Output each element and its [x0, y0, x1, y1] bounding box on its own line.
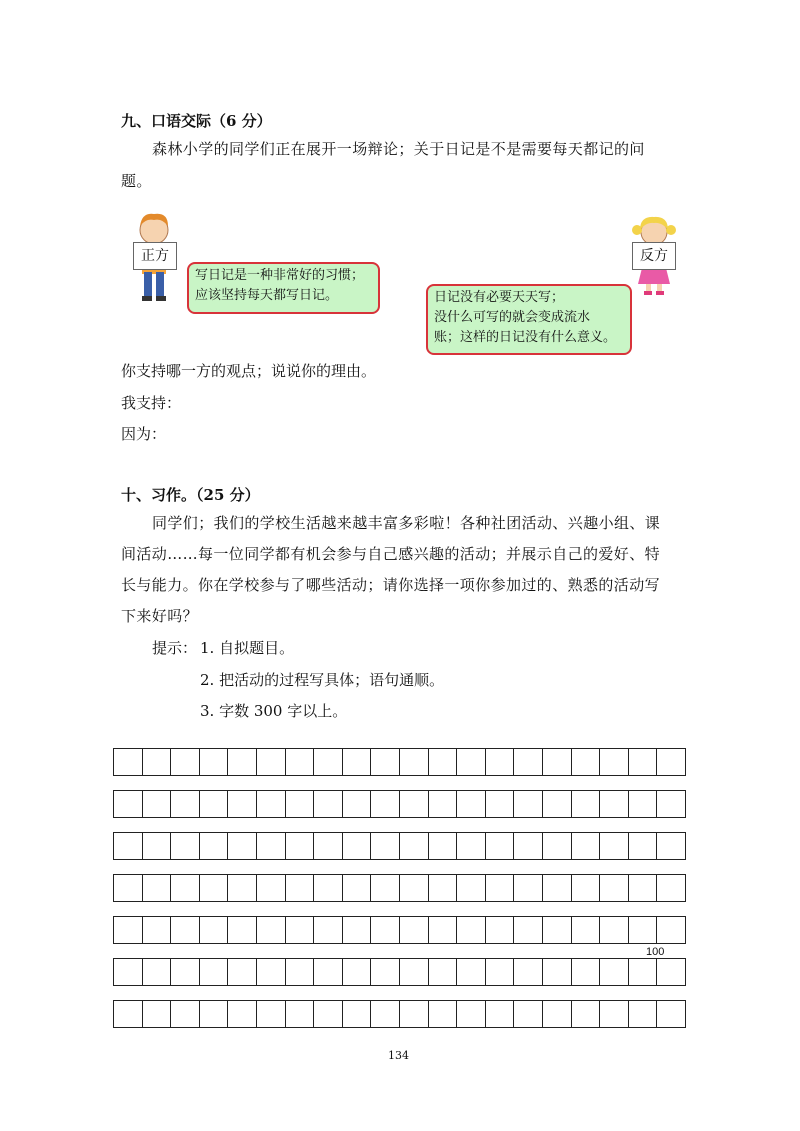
grid-cell: [343, 791, 372, 817]
grid-cell: [657, 875, 685, 901]
con-speech-bubble: [426, 284, 632, 355]
grid-cell: [400, 917, 429, 943]
grid-row: [113, 874, 686, 902]
grid-cell: [457, 959, 486, 985]
grid-cell: [657, 791, 685, 817]
grid-cell: [143, 791, 172, 817]
grid-cell: [457, 791, 486, 817]
grid-cell: [657, 749, 685, 775]
section-10-para-line4: 下来好吗？: [121, 607, 199, 625]
section-9-intro-line1: 森林小学的同学们正在展开一场辩论；关于日记是不是需要每天都记的问: [152, 140, 645, 158]
grid-cell: [457, 833, 486, 859]
grid-cell: [572, 749, 601, 775]
grid-cell: [486, 1001, 515, 1027]
pro-bubble-line2: 应该坚持每天都写日记。: [195, 288, 339, 303]
grid-cell: [228, 749, 257, 775]
grid-cell: [143, 749, 172, 775]
grid-cell: [257, 875, 286, 901]
grid-cell: [543, 791, 572, 817]
grid-cell: [457, 1001, 486, 1027]
grid-row: [113, 790, 686, 818]
grid-cell: [543, 1001, 572, 1027]
grid-row: [113, 958, 686, 986]
grid-cell: [314, 1001, 343, 1027]
grid-cell: [486, 833, 515, 859]
grid-cell: [400, 791, 429, 817]
hint-2: 2. 把活动的过程写具体；语句通顺。: [200, 671, 445, 689]
grid-cell: [629, 959, 658, 985]
grid-row: [113, 1000, 686, 1028]
con-bubble-line1: 日记没有必要天天写；: [434, 290, 565, 305]
grid-cell: [200, 833, 229, 859]
grid-cell: [114, 875, 143, 901]
grid-cell: [228, 917, 257, 943]
grid-cell: [171, 959, 200, 985]
grid-cell: [257, 1001, 286, 1027]
grid-row: [113, 832, 686, 860]
grid-cell: [657, 833, 685, 859]
pro-bubble-line1: 写日记是一种非常好的习惯；: [195, 268, 365, 283]
grid-cell: [657, 917, 685, 943]
grid-cell: [286, 791, 315, 817]
question-text: 你支持哪一方的观点；说说你的理由。: [121, 362, 377, 380]
grid-cell: [371, 959, 400, 985]
grid-cell: [257, 917, 286, 943]
grid-cell: [314, 917, 343, 943]
grid-cell: [228, 1001, 257, 1027]
grid-cell: [143, 959, 172, 985]
grid-cell: [572, 959, 601, 985]
grid-cell: [143, 917, 172, 943]
grid-cell: [400, 875, 429, 901]
grid-cell: [114, 833, 143, 859]
grid-cell: [486, 875, 515, 901]
grid-cell: [114, 917, 143, 943]
section-9-intro-line2: 题。: [121, 172, 152, 190]
pro-speech-bubble: [187, 262, 380, 314]
grid-cell: [543, 959, 572, 985]
grid-cell: [657, 959, 685, 985]
grid-cell: [286, 749, 315, 775]
grid-cell: [429, 749, 458, 775]
grid-cell: [600, 791, 629, 817]
grid-cell: [114, 749, 143, 775]
hint-label: 提示：: [152, 639, 198, 657]
grid-cell: [429, 791, 458, 817]
grid-cell: [286, 1001, 315, 1027]
grid-cell: [314, 791, 343, 817]
grid-cell: [429, 875, 458, 901]
grid-cell: [600, 1001, 629, 1027]
grid-cell: [228, 791, 257, 817]
grid-cell: [629, 1001, 658, 1027]
grid-cell: [371, 833, 400, 859]
grid-cell: [514, 875, 543, 901]
grid-cell: [457, 875, 486, 901]
grid-cell: [543, 917, 572, 943]
grid-cell: [257, 791, 286, 817]
grid-cell: [200, 749, 229, 775]
grid-cell: [286, 875, 315, 901]
section-10-para-line3: 长与能力。你在学校参与了哪些活动；请你选择一项你参加过的、熟悉的活动写: [121, 576, 661, 594]
grid-cell: [228, 959, 257, 985]
grid-row: [113, 748, 686, 776]
grid-cell: [314, 875, 343, 901]
grid-cell: [200, 875, 229, 901]
grid-cell: [543, 833, 572, 859]
section-10-para-line1: 同学们；我们的学校生活越来越丰富多彩啦！各种社团活动、兴趣小组、课: [152, 514, 661, 532]
grid-cell: [114, 1001, 143, 1027]
grid-cell: [114, 791, 143, 817]
section-10-title: 十、习作。（25 分）: [121, 486, 260, 504]
grid-cell: [629, 791, 658, 817]
grid-cell: [600, 833, 629, 859]
grid-cell: [343, 749, 372, 775]
con-side-sign: 反方: [632, 242, 676, 270]
grid-cell: [572, 833, 601, 859]
grid-cell: [228, 833, 257, 859]
grid-cell: [629, 875, 658, 901]
grid-cell: [371, 875, 400, 901]
grid-cell: [371, 791, 400, 817]
grid-cell: [257, 749, 286, 775]
grid-cell: [286, 917, 315, 943]
hint-3: 3. 字数 300 字以上。: [200, 702, 348, 720]
grid-cell: [629, 749, 658, 775]
grid-cell: [429, 959, 458, 985]
grid-cell: [629, 917, 658, 943]
grid-cell: [400, 833, 429, 859]
grid-cell: [171, 875, 200, 901]
grid-count-marker: 100: [646, 946, 665, 958]
grid-cell: [514, 917, 543, 943]
grid-cell: [200, 791, 229, 817]
grid-cell: [486, 791, 515, 817]
grid-cell: [371, 749, 400, 775]
grid-cell: [572, 875, 601, 901]
grid-cell: [429, 917, 458, 943]
grid-cell: [600, 959, 629, 985]
grid-cell: [400, 959, 429, 985]
grid-cell: [314, 749, 343, 775]
section-10-para-line2: 间活动……每一位同学都有机会参与自己感兴趣的活动；并展示自己的爱好、特: [121, 545, 661, 563]
con-bubble-line2: 没什么可写的就会变成流水: [434, 310, 591, 325]
grid-cell: [171, 833, 200, 859]
grid-cell: [400, 1001, 429, 1027]
grid-row: [113, 916, 686, 944]
grid-cell: [600, 917, 629, 943]
grid-cell: [486, 959, 515, 985]
grid-cell: [486, 917, 515, 943]
grid-cell: [371, 917, 400, 943]
grid-cell: [143, 833, 172, 859]
con-bubble-line3: 账；这样的日记没有什么意义。: [434, 330, 617, 345]
grid-cell: [429, 833, 458, 859]
hint-1: 1. 自拟题目。: [200, 639, 295, 657]
grid-cell: [543, 749, 572, 775]
grid-cell: [343, 833, 372, 859]
grid-cell: [114, 959, 143, 985]
grid-cell: [171, 791, 200, 817]
grid-cell: [171, 1001, 200, 1027]
grid-cell: [600, 749, 629, 775]
grid-cell: [429, 1001, 458, 1027]
grid-cell: [257, 959, 286, 985]
grid-cell: [343, 917, 372, 943]
grid-cell: [400, 749, 429, 775]
grid-cell: [572, 791, 601, 817]
grid-cell: [228, 875, 257, 901]
grid-cell: [371, 1001, 400, 1027]
grid-cell: [514, 959, 543, 985]
grid-cell: [514, 791, 543, 817]
grid-cell: [600, 875, 629, 901]
grid-cell: [171, 917, 200, 943]
grid-cell: [314, 833, 343, 859]
grid-cell: [514, 749, 543, 775]
section-9-title: 九、口语交际（6 分）: [121, 112, 272, 130]
grid-cell: [343, 875, 372, 901]
grid-cell: [572, 1001, 601, 1027]
grid-cell: [286, 959, 315, 985]
grid-cell: [572, 917, 601, 943]
grid-cell: [257, 833, 286, 859]
pro-side-sign: 正方: [133, 242, 177, 270]
grid-cell: [343, 1001, 372, 1027]
grid-cell: [143, 875, 172, 901]
grid-cell: [343, 959, 372, 985]
grid-cell: [200, 1001, 229, 1027]
grid-cell: [514, 1001, 543, 1027]
grid-cell: [200, 917, 229, 943]
grid-cell: [657, 1001, 685, 1027]
grid-cell: [457, 749, 486, 775]
grid-cell: [314, 959, 343, 985]
grid-cell: [200, 959, 229, 985]
grid-cell: [171, 749, 200, 775]
grid-cell: [457, 917, 486, 943]
support-label: 我支持：: [121, 394, 182, 412]
grid-cell: [486, 749, 515, 775]
grid-cell: [286, 833, 315, 859]
grid-cell: [514, 833, 543, 859]
grid-cell: [629, 833, 658, 859]
grid-cell: [143, 1001, 172, 1027]
reason-label: 因为：: [121, 425, 167, 443]
grid-cell: [543, 875, 572, 901]
page-number: 134: [388, 1049, 409, 1062]
